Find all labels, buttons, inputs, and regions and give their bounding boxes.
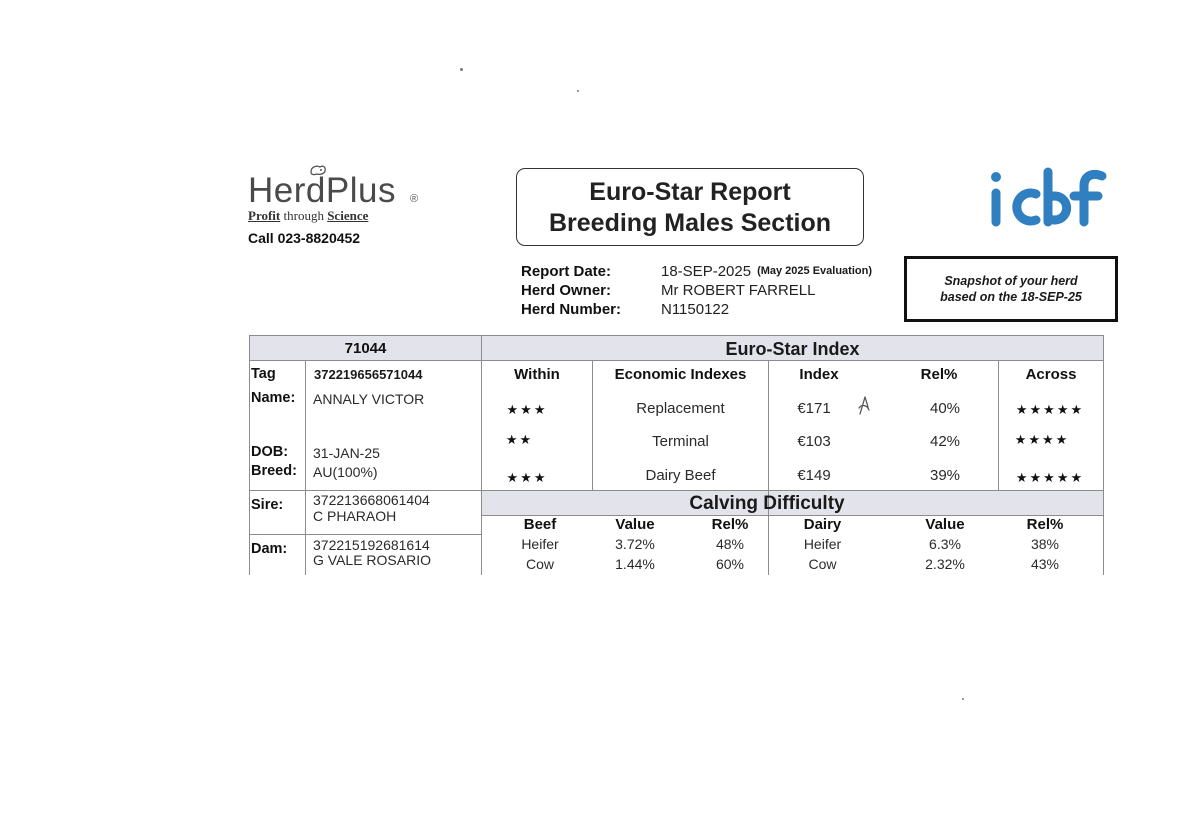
herd-owner-label: Herd Owner:	[521, 282, 612, 299]
dob-value: 31-JAN-25	[313, 445, 380, 461]
report-date-label: Report Date:	[521, 263, 612, 280]
across-stars: ★★★★	[1014, 432, 1070, 447]
dam-tag: 372215192681614	[313, 537, 430, 553]
calving-beef-rel: 60%	[715, 556, 745, 572]
animal-id: 71044	[344, 340, 387, 357]
herd-number-value: N1150122	[661, 301, 730, 318]
calving-dairy-type: Heifer	[803, 536, 842, 552]
breed-value: AU(100%)	[313, 464, 378, 480]
herd-owner-value: Mr ROBERT FARRELL	[661, 282, 816, 299]
economic-index-name: Terminal	[652, 433, 709, 450]
index-value: €149	[797, 467, 831, 484]
index-value: €171	[797, 400, 831, 417]
economic-index-name: Dairy Beef	[645, 467, 716, 484]
table-border-right	[1103, 335, 1104, 575]
scan-speck	[962, 698, 964, 700]
report-title-box	[516, 168, 864, 246]
handwritten-tick-mark	[856, 394, 872, 416]
herdplus-tagline: Profit through Science	[248, 208, 369, 223]
tag-value: 372219656571044	[314, 367, 423, 382]
table-border-left	[249, 335, 250, 575]
across-stars: ★★★★★	[1015, 470, 1085, 485]
economic-index-name: Replacement	[636, 400, 725, 417]
report-title: Euro-Star Report	[589, 178, 791, 206]
col-within: Within	[514, 366, 560, 383]
scan-speck	[460, 68, 463, 71]
col-across: Across	[1025, 366, 1077, 383]
scan-speck	[577, 90, 579, 92]
phone-number: Call 023-8820452	[248, 230, 361, 246]
label-column-divider	[305, 360, 306, 575]
sire-label: Sire:	[251, 497, 284, 513]
name-value: ANNALY VICTOR	[313, 391, 425, 407]
calving-col-dairy-rel: Rel%	[1026, 516, 1064, 533]
calving-divider-top	[482, 490, 1103, 491]
evaluation-note: (May 2025 Evaluation)	[757, 265, 872, 277]
herdplus-logo	[248, 172, 448, 224]
tag-label: Tag	[251, 366, 276, 382]
icbf-logo	[988, 160, 1118, 232]
index-value: €103	[797, 433, 831, 450]
calving-col-dairy-value: Value	[925, 516, 965, 533]
calving-beef-type: Heifer	[521, 536, 559, 552]
eurostar-title: Euro-Star Index	[725, 339, 860, 359]
table-header-divider	[249, 360, 1103, 361]
calving-beef-value: 1.44%	[615, 556, 655, 572]
dob-label: DOB:	[251, 444, 289, 460]
calving-beef-rel: 48%	[715, 536, 745, 552]
report-date-value: 18-SEP-2025	[661, 263, 752, 280]
calving-dairy-type: Cow	[808, 556, 837, 572]
calving-col-beef-rel: Rel%	[711, 516, 749, 533]
rel-value: 39%	[929, 467, 961, 484]
report-info	[521, 262, 872, 319]
breed-label: Breed:	[251, 463, 297, 479]
calving-beef-type: Cow	[525, 556, 554, 572]
col-economic-indexes: Economic Indexes	[614, 366, 747, 383]
name-label: Name:	[251, 390, 296, 406]
calving-title: Calving Difficulty	[689, 493, 845, 514]
within-stars: ★★	[505, 432, 534, 447]
rel-value: 42%	[929, 433, 961, 450]
snapshot-line-2: based on the 18-SEP-25	[940, 290, 1082, 304]
herd-number-label: Herd Number:	[521, 301, 622, 318]
calving-beef-value: 3.72%	[615, 536, 655, 552]
cow-icon	[308, 164, 328, 178]
sire-tag: 372213668061404	[313, 492, 430, 508]
col-rel: Rel%	[920, 366, 958, 383]
snapshot-line-1: Snapshot of your herd	[944, 274, 1078, 288]
calving-dairy-rel: 38%	[1030, 536, 1060, 552]
calving-col-beef-value: Value	[615, 516, 655, 533]
across-stars: ★★★★★	[1015, 402, 1085, 417]
calving-col-dairy: Dairy	[803, 516, 842, 533]
sire-name: C PHARAOH	[313, 508, 397, 524]
col-index: Index	[799, 366, 839, 383]
report-subtitle: Breeding Males Section	[548, 209, 832, 237]
herdplus-wordmark: HerdPlus ®	[248, 172, 396, 210]
snapshot-box	[904, 256, 1118, 322]
dam-name: G VALE ROSARIO	[313, 552, 431, 568]
calving-dairy-value: 2.32%	[925, 556, 965, 572]
dam-label: Dam:	[251, 541, 288, 557]
rel-value: 40%	[929, 400, 961, 417]
dam-row-divider	[249, 534, 482, 535]
calving-dairy-rel: 43%	[1030, 556, 1060, 572]
calving-col-beef: Beef	[523, 516, 557, 533]
within-stars: ★★★	[506, 470, 548, 485]
sire-row-divider	[249, 490, 482, 491]
within-stars: ★★★	[506, 402, 548, 417]
calving-dairy-value: 6.3%	[929, 536, 961, 552]
table-border-top	[249, 335, 1103, 336]
